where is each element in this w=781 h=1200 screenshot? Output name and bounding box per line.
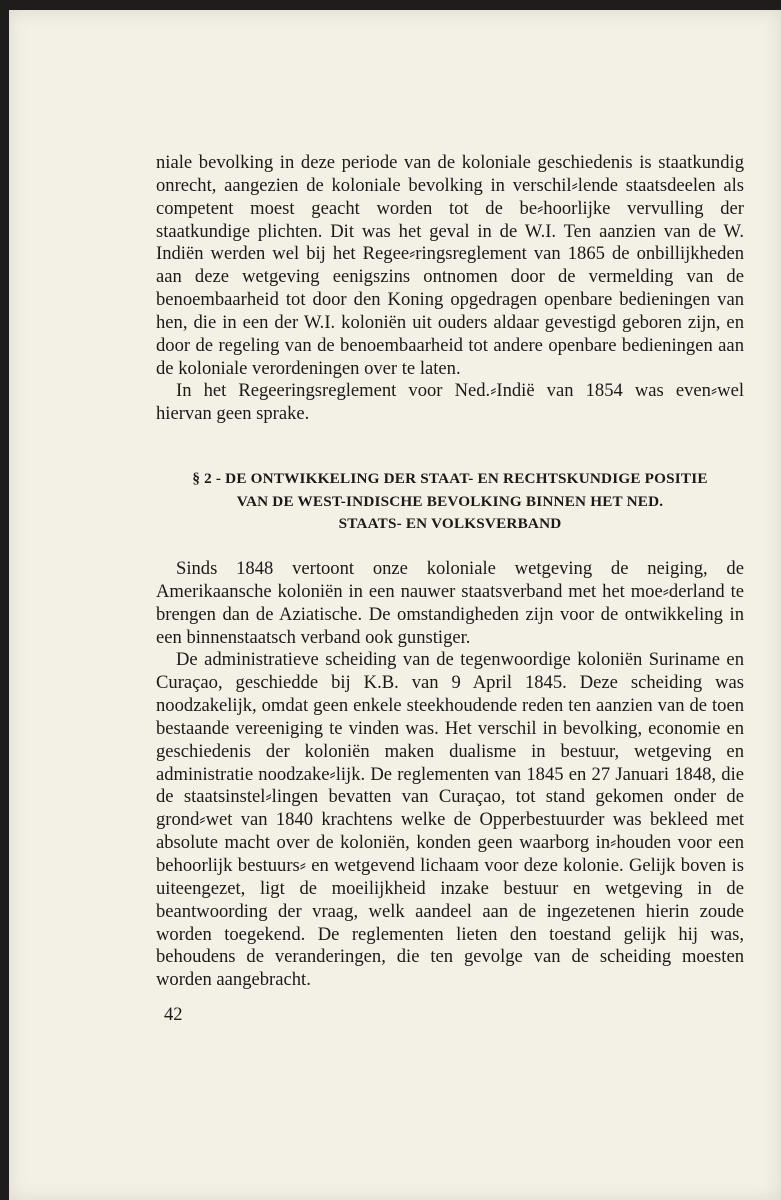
paragraph-sinds-1848: Sinds 1848 vertoont onze koloniale wetgeving de neiging, de Amerikaansche koloniën in een nauwer staatsverband met het moe⸗derland te brengen dan de Aziatische. De omstandigheden zijn voor de ontwikkeling in een binnenstaatsch verband ook gunstiger. [156, 558, 744, 648]
section-heading-line-1: § 2 - DE ONTWIKKELING DER STAAT- EN RECHTSKUNDIGE POSITIE [192, 470, 708, 487]
paragraph-regeeringsreglement: In het Regeeringsreglement voor Ned.⸗Indië van 1854 was even⸗wel hiervan geen sprake. [156, 380, 744, 425]
section-heading-line-3: STAATS- EN VOLKSVERBAND [338, 515, 562, 532]
page-number: 42 [164, 1004, 183, 1025]
book-page [9, 10, 781, 1200]
section-heading-line-2: VAN DE WEST-INDISCHE BEVOLKING BINNEN HET NED. [236, 492, 664, 510]
continued-paragraph: niale bevolking in deze periode van de koloniale geschiedenis is staatkundig onrecht, aangezien de koloniale bevolking in verschil⸗lende staatsdeelen als competent moest geacht worden tot de be⸗hoorlijke vervulling der staatkundige plichten. Dit was het geval in de W.I. Ten aanzien van de W. Indiën werden wel bij het Regee⸗ringsreglement van 1865 de onbillijkheden aan deze wetgeving eenigszins ontnomen door de vermelding van de benoembaarheid tot door den Koning opgedragen openbare bedieningen van hen, die in een der W.I. koloniën uit ouders aldaar gevestigd geboren zijn, en door de regeling van de benoembaarheid tot andere openbare bedieningen aan de koloniale verordeningen over te laten. [156, 152, 744, 379]
paragraph-administratieve-scheiding: De administratieve scheiding van de tegenwoordige koloniën Suriname en Curaçao, geschiedde bij K.B. van 9 April 1845. Deze scheiding was noodzakelijk, omdat geen enkele steekhoudende reden ten aanzien van de toen bestaande vereeniging te vinden was. Het verschil in bevolking, economie en geschiedenis der koloniën maken dualisme in bestuur, wetgeving en administratie noodzake⸗lijk. De reglementen van 1845 en 27 Januari 1848, die de staatsinstel⸗lingen bevatten van Curaçao, tot stand gekomen onder de grond⸗wet van 1840 krachtens welke de Opperbestuurder was bekleed met absolute macht over de koloniën, konden geen waarborg in⸗houden voor een behoorlijk bestuurs⸗ en wetgevend lichaam voor deze kolonie. Gelijk boven is uiteengezet, ligt de moeilijkheid inzake bestuur en wetgeving in de beantwoording der vraag, welk aandeel aan de ingezetenen hierin zoude worden toegekend. De reglementen lieten den toestand gelijk hij was, behoudens de veranderingen, die ten gevolge van de scheiding moesten worden aangebracht. [156, 649, 744, 991]
opening-text [156, 152, 744, 426]
section-heading [149, 468, 751, 536]
section-body [156, 558, 744, 992]
